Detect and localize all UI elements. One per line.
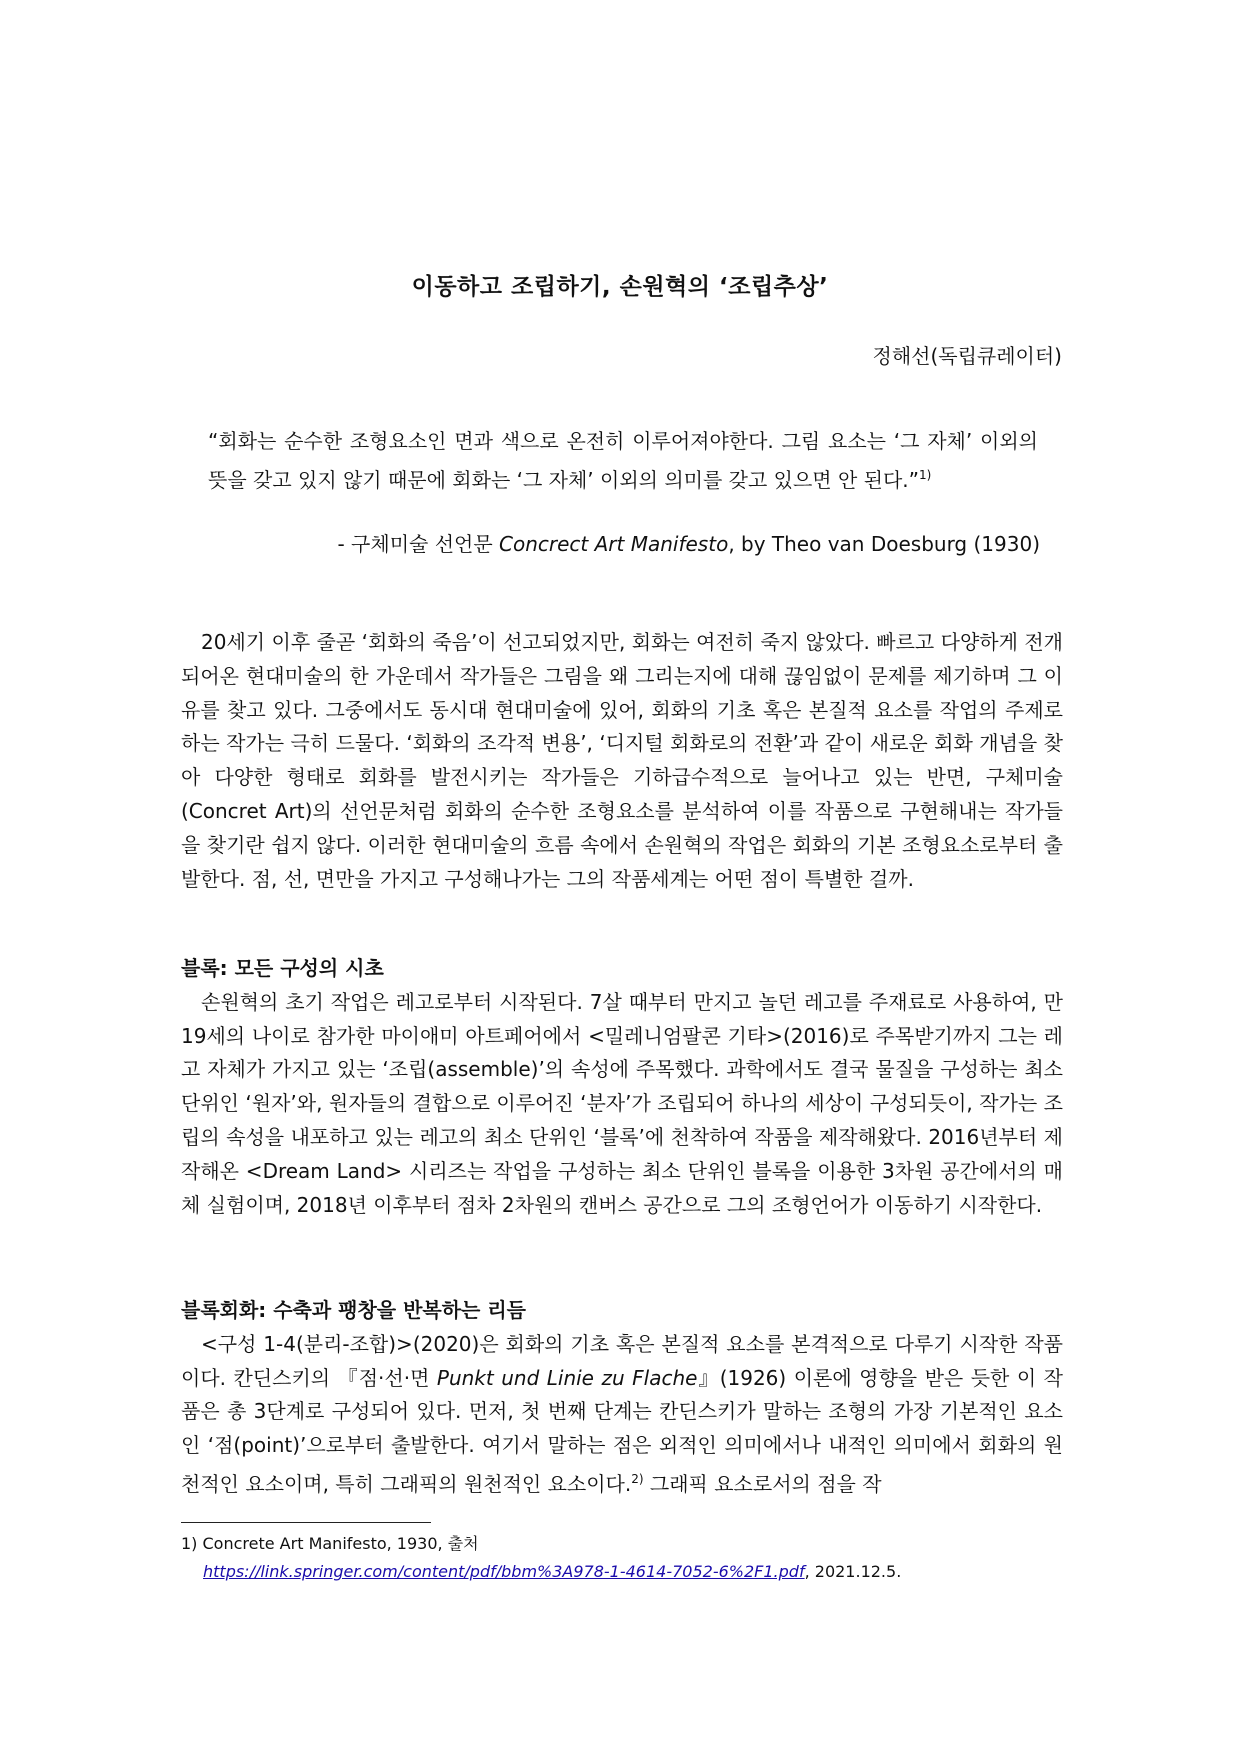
quote-text: “회화는 순수한 조형요소인 면과 색으로 온전히 이루어져야한다. 그림 요소는 ‘그 자체’ 이외의 뜻을 갖고 있지 않기 때문에 회화는 ‘그 자체’ 이외의 의미를 갖고 있으면 안 된다.” [208, 429, 1038, 492]
epigraph-quote [208, 424, 1038, 497]
quote-source-suffix: , by Theo van Doesburg (1930) [728, 532, 1040, 556]
intro-section [181, 626, 1063, 896]
section-block-paragraph: 손원혁의 초기 작업은 레고로부터 시작된다. 7살 때부터 만지고 놀던 레고를 주재료로 사용하여, 만 19세의 나이로 참가한 마이애미 아트페어에서 <밀레니엄팔콘 기타>(2016)로 주목받기까지 그는 레고 자체가 가지고 있는 ‘조립(assemble)’의 속성에 주목했다. 과학에서도 결국 물질을 구성하는 최소 단위인 ‘원자’와, 원자들의 결합으로 이루어진 ‘분자’가 조립되어 하나의 세상이 구성되듯이, 작가는 조립의 속성을 내포하고 있는 레고의 최소 단위인 ‘블록’에 천착하여 작품을 제작해왔다. 2016년부터 제작해온 <Dream Land> 시리즈는 작업을 구성하는 최소 단위인 블록을 이용한 3차원 공간에서의 매체 실험이며, 2018년 이후부터 점차 2차원의 캔버스 공간으로 그의 조형언어가 이동하기 시작한다. [181, 989, 1063, 1217]
paragraph-text-end: 그래픽 요소로서의 점을 작 [643, 1471, 882, 1496]
quote-source [337, 528, 1040, 557]
section-block [181, 952, 1063, 1222]
paragraph-text-start: <구성 1-4(분리-조합)>(2020)은 회화의 기초 혹은 본질적 요소를 본격적으로 다루기 시작한 작품이다. 칸딘스키의 『점·선·면 [181, 1331, 1063, 1390]
footnote-source-line [181, 1558, 901, 1586]
section-block-painting-paragraph [181, 1328, 1063, 1502]
quote-source-prefix: - 구체미술 선언문 [337, 532, 500, 556]
section-heading-block-painting: 블록회화: 수축과 팽창을 반복하는 리듬 [181, 1298, 526, 1322]
footnote-date: , 2021.12.5. [804, 1562, 902, 1581]
intro-paragraph: 20세기 이후 줄곧 ‘회화의 죽음’이 선고되었지만, 회화는 여전히 죽지 않았다. 빠르고 다양하게 전개되어온 현대미술의 한 가운데서 작가들은 그림을 왜 그리는지에 대해 끊임없이 문제를 제기하며 그 이유를 찾고 있다. 그중에서도 동시대 현대미술에 있어, 회화의 기초 혹은 본질적 요소를 작업의 주제로 하는 작가는 극히 드물다. ‘회화의 조각적 변용’, ‘디지털 회화로의 전환’과 같이 새로운 회화 개념을 찾아 다양한 형태로 회화를 발전시키는 작가들은 기하급수적으로 늘어나고 있는 반면, 구체미술(Concret Art)의 선언문처럼 회화의 순수한 조형요소를 분석하여 이를 작품으로 구현해내는 작가들을 찾기란 쉽지 않다. 이러한 현대미술의 흐름 속에서 손원혁의 작업은 회화의 기본 조형요소로부터 출발한다. 점, 선, 면만을 가지고 구성해나가는 그의 작품세계는 어떤 점이 특별한 걸까. [181, 630, 1063, 891]
footnote-link[interactable]: https://link.springer.com/content/pdf/bbm%3A978-1-4614-7052-6%2F1.pdf [203, 1562, 805, 1581]
book-title: Punkt und Linie zu Flache [436, 1365, 698, 1390]
author-line: 정해선(독립큐레이터) [872, 344, 1062, 368]
footnote-divider [181, 1522, 431, 1523]
footnote-ref-1[interactable]: 1) [919, 468, 932, 482]
footnote-label: 1) Concrete Art Manifesto, 1930, 출처 [181, 1534, 479, 1553]
section-block-painting [181, 1294, 1063, 1502]
footnote-1 [181, 1530, 901, 1586]
document-title: 이동하고 조립하기, 손원혁의 ‘조립추상’ [411, 274, 829, 300]
paragraph-text-middle: 』(1926) 이론에 영향을 받은 듯한 이 작품은 총 3단계로 구성되어 있다. 먼저, 첫 번째 단계는 칸딘스키가 말하는 조형의 가장 기본적인 요소인 ‘점(point)’으로부터 출발한다. 여기서 말하는 점은 외적인 의미에서나 내적인 의미에서 회화의 원천적인 요소이며, 특히 그래픽의 원천적인 요소이다. [181, 1365, 1063, 1496]
footnote-ref-2[interactable]: 2) [631, 1471, 644, 1486]
section-heading-block: 블록: 모든 구성의 시초 [181, 956, 384, 980]
quote-source-title: Concrect Art Manifesto [499, 532, 729, 556]
